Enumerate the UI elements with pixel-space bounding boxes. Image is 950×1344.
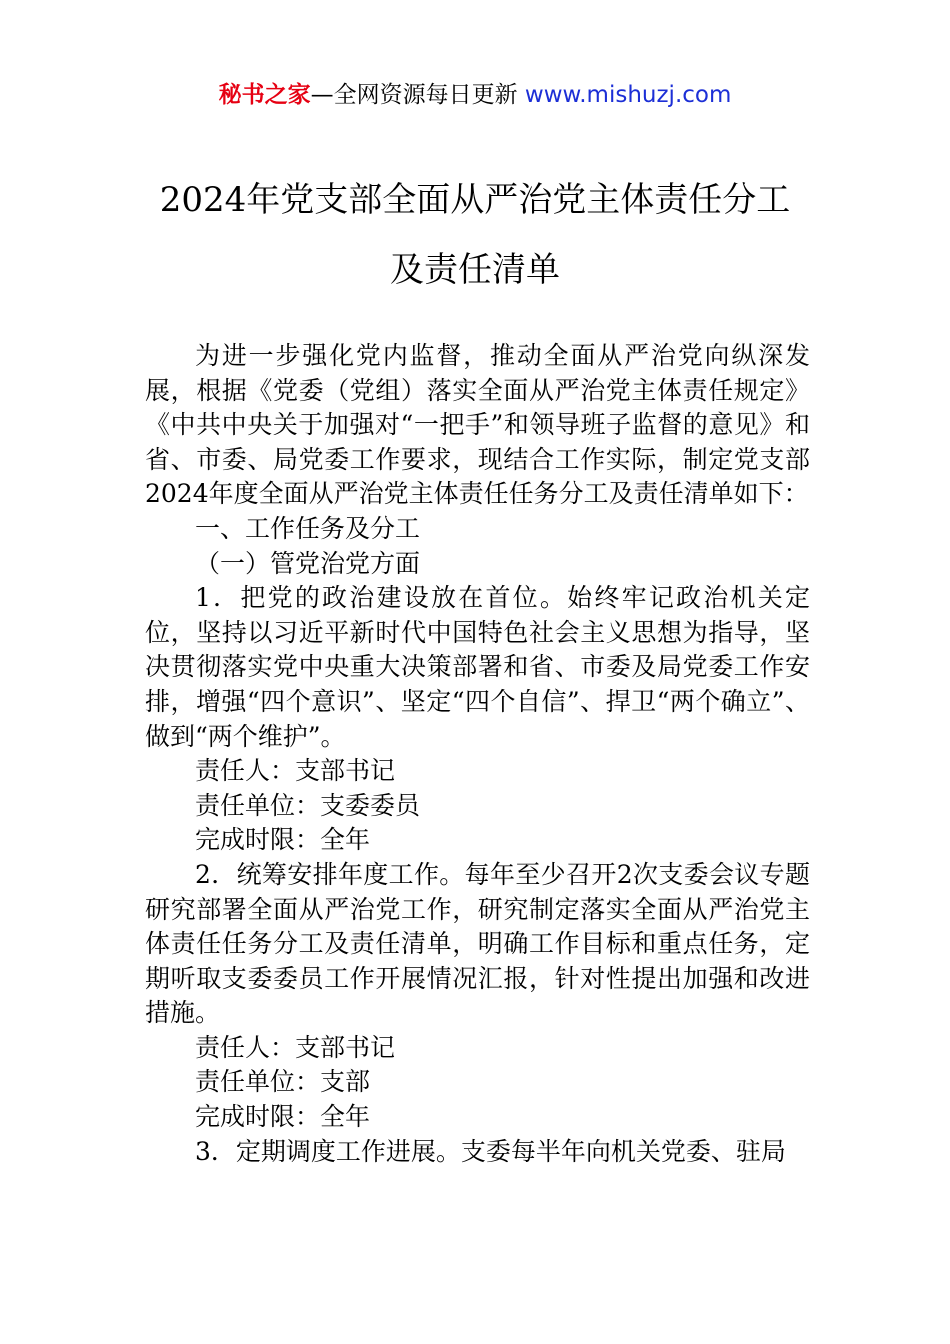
intro-paragraph: 为进一步强化党内监督，推动全面从严治党向纵深发展，根据《党委（党组）落实全面从严治党主体责任规定》《中共中央关于加强对“一把手”和领导班子监督的意见》和省、市委、局党委工作要求，现结合工作实际，制定党支部2024年度全面从严治党主体责任任务分工及责任清单如下： (145, 341, 810, 509)
task-item-2: 2．统筹安排年度工作。每年至少召开2次支委会议专题研究部署全面从严治党工作，研究制定落实全面从严治党主体责任任务分工及责任清单，明确工作目标和重点任务，定期听取支委委员工作开展情况汇报，针对性提出加强和改进措施。 (145, 859, 810, 1028)
task-item-1-deadline: 完成时限：全年 (195, 825, 371, 855)
task-item-2-deadline: 完成时限：全年 (195, 1102, 371, 1132)
site-url-link[interactable]: www.mishuzj.com (524, 82, 732, 108)
document-body (145, 339, 810, 1169)
task-item-1-unit: 责任单位：支委委员 (195, 790, 421, 820)
subsection-heading-1: （一）管党治党方面 (195, 548, 421, 578)
task-item-1: 1．把党的政治建设放在首位。始终牢记政治机关定位，坚持以习近平新时代中国特色社会主义思想为指导，坚决贯彻落实党中央重大决策部署和省、市委及局党委工作安排，增强“四个意识”、坚定“四个自信”、捍卫“两个确立”、做到“两个维护”。 (145, 583, 810, 751)
task-item-3: 3．定期调度工作进展。支委每半年向机关党委、驻局 (195, 1136, 786, 1166)
section-heading-1: 一、工作任务及分工 (195, 513, 421, 543)
document-title-line-2: 及责任清单 (390, 250, 560, 290)
site-tagline: —全网资源每日更新 (310, 82, 525, 108)
task-item-1-person: 责任人：支部书记 (195, 756, 396, 786)
task-item-2-unit: 责任单位：支部 (195, 1067, 371, 1097)
task-item-2-person: 责任人：支部书记 (195, 1032, 396, 1062)
site-header (0, 78, 950, 112)
document-title-line-1: 2024年党支部全面从严治党主体责任分工 (159, 180, 791, 220)
site-brand: 秘书之家 (218, 82, 311, 108)
